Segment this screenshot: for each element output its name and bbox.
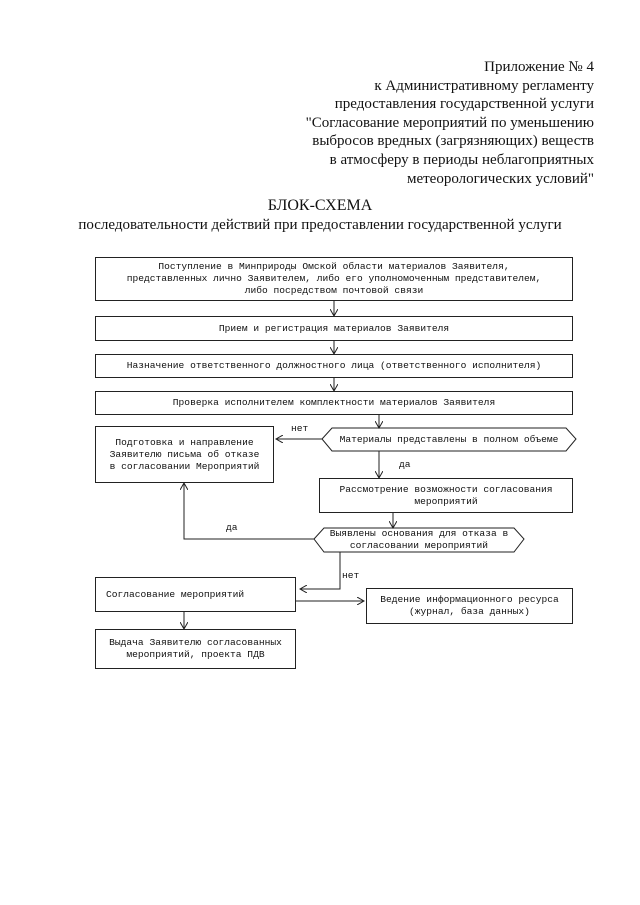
header-line: Приложение № 4 [484, 59, 594, 75]
label-yes-1: да [399, 459, 411, 470]
step-issuance: Выдача Заявителю согласованных мероприятий, проекта ПДВ [95, 629, 296, 669]
label-no-1: нет [291, 423, 309, 434]
step-registration: Прием и регистрация материалов Заявителя [95, 316, 573, 341]
label-yes-2: да [226, 522, 238, 533]
step-information-resource: Ведение информационного ресурса (журнал, база данных) [366, 588, 573, 624]
step-receipt-of-materials: Поступление в Минприроды Омской области материалов Заявителя, представленных лично Заявителем, либо его уполномоченным представителем, либо посредством почтовой связи [95, 257, 573, 301]
step-approval: Согласование мероприятий [95, 577, 296, 612]
label-no-2: нет [342, 570, 360, 581]
step-assign-responsible: Назначение ответственного должностного лица (ответственного исполнителя) [95, 354, 573, 378]
header-line: метеорологических условий" [406, 170, 594, 187]
step-consideration: Рассмотрение возможности согласования мероприятий [319, 478, 573, 513]
header-line: в атмосферу в периоды неблагоприятных [329, 151, 594, 168]
connector-decision2-approval-no [300, 552, 340, 589]
step-completeness-check: Проверка исполнителем комплектности материалов Заявителя [95, 391, 573, 415]
decision-refusal-grounds: Выявлены основания для отказа в согласовании мероприятий [329, 528, 509, 551]
step-refusal-letter: Подготовка и направление Заявителю письма об отказе в согласовании Мероприятий [95, 426, 274, 483]
header-line: выбросов вредных (загрязняющих) веществ [312, 133, 594, 150]
decision-materials-complete: Материалы представлены в полном объеме [339, 433, 559, 445]
connector-decision2-refusal-yes [184, 483, 314, 539]
header-line: к Административному регламенту [374, 77, 594, 94]
document-title: БЛОК-СХЕМА [267, 197, 373, 214]
header-line: предоставления государственной услуги [334, 96, 594, 113]
document-subtitle: последовательности действий при предоставлении государственной услуги [78, 217, 562, 233]
header-line: "Согласование мероприятий по уменьшению [305, 114, 594, 131]
